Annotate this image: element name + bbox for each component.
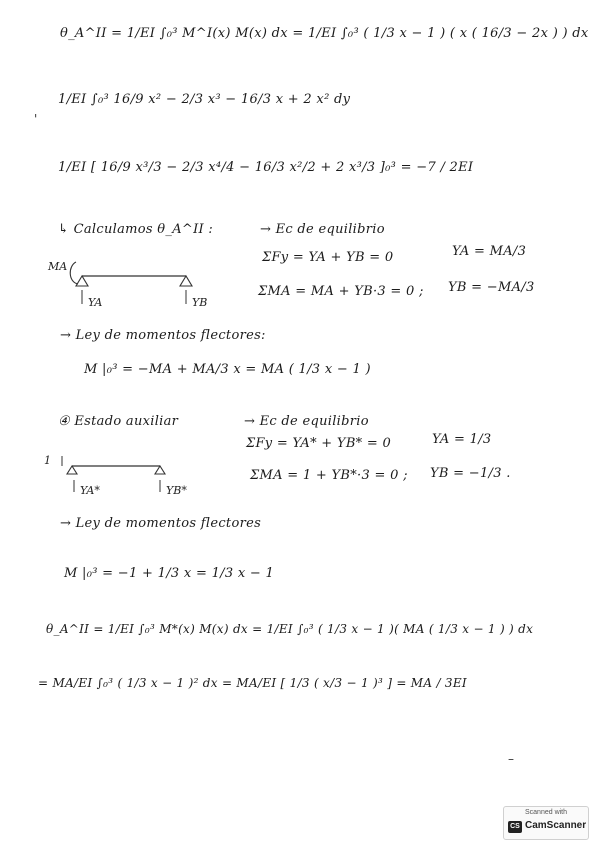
reaction-yb-1: YB = −MA/3 — [448, 280, 535, 295]
equilibrium-heading-2: → Ec de equilibrio — [244, 414, 369, 429]
camscanner-watermark — [503, 806, 589, 840]
camscanner-logo-icon: CS — [508, 821, 522, 833]
beam2-right-reaction: YB* — [166, 484, 187, 497]
moment-law-real: M |₀³ = −MA + MA/3 x = MA ( 1/3 x − 1 ) — [84, 362, 371, 377]
equation-theta-integral: θ_A^II = 1/EI ∫₀³ M^I(x) M(x) dx = 1/EI ∫₀³ ( 1/3 x − 1 ) ( x ( 16/3 − 2x ) ) dx — [60, 26, 589, 41]
left-support-icon — [67, 466, 77, 474]
equation-antiderivative: 1/EI [ 16/9 x³/3 − 2/3 x⁴/4 − 16/3 x²/2 + 2 x³/3 ]₀³ = −7 / 2EI — [58, 160, 474, 175]
step-heading-calculate: ↳ Calculamos θ_A^II : — [58, 222, 214, 237]
watermark-caption: Scanned with — [524, 809, 568, 816]
sum-forces-y-2: ΣFy = YA* + YB* = 0 — [246, 436, 392, 451]
moment-law-heading-1: → Ley de momentos flectores: — [60, 328, 266, 343]
sum-moments-1: ΣMA = MA + YB·3 = 0 ; — [258, 284, 424, 299]
reaction-yb-2: YB = −1/3 . — [430, 466, 511, 481]
reaction-ya-1: YA = MA/3 — [452, 244, 527, 259]
right-support-icon — [155, 466, 165, 474]
beam1-left-reaction: YA — [88, 296, 103, 309]
beam-diagram-real — [44, 256, 214, 316]
moment-law-heading-2: → Ley de momentos flectores — [60, 516, 262, 531]
moment-arrow-icon — [70, 262, 78, 284]
auxiliary-state-heading: ④ Estado auxiliar — [58, 414, 179, 429]
watermark-brand: CamScanner — [525, 820, 587, 831]
beam-diagram-auxiliary — [42, 450, 222, 500]
equation-theta-final: θ_A^II = 1/EI ∫₀³ M*(x) M(x) dx = 1/EI ∫₀³ ( 1/3 x − 1 )( MA ( 1/3 x − 1 ) ) dx — [46, 622, 534, 636]
right-support-icon — [180, 276, 192, 286]
moment-law-auxiliary: M |₀³ = −1 + 1/3 x = 1/3 x − 1 — [64, 566, 275, 581]
beam1-moment-label: MA — [48, 260, 68, 273]
margin-tick: ' — [34, 112, 38, 126]
equation-expanded: 1/EI ∫₀³ 16/9 x² − 2/3 x³ − 16/3 x + 2 x² dy — [58, 92, 351, 107]
stray-dash: – — [508, 752, 514, 766]
beam2-moment-label: 1 — [44, 454, 51, 467]
sum-moments-2: ΣMA = 1 + YB*·3 = 0 ; — [250, 468, 408, 483]
reaction-ya-2: YA = 1/3 — [432, 432, 492, 447]
equilibrium-heading-1: → Ec de equilibrio — [260, 222, 385, 237]
sum-forces-y-1: ΣFy = YA + YB = 0 — [262, 250, 394, 265]
beam2-left-reaction: YA* — [80, 484, 100, 497]
beam1-right-reaction: YB — [192, 296, 208, 309]
equation-theta-result: = MA/EI ∫₀³ ( 1/3 x − 1 )² dx = MA/EI [ 1/3 ( x/3 − 1 )³ ] = MA / 3EI — [38, 676, 467, 690]
